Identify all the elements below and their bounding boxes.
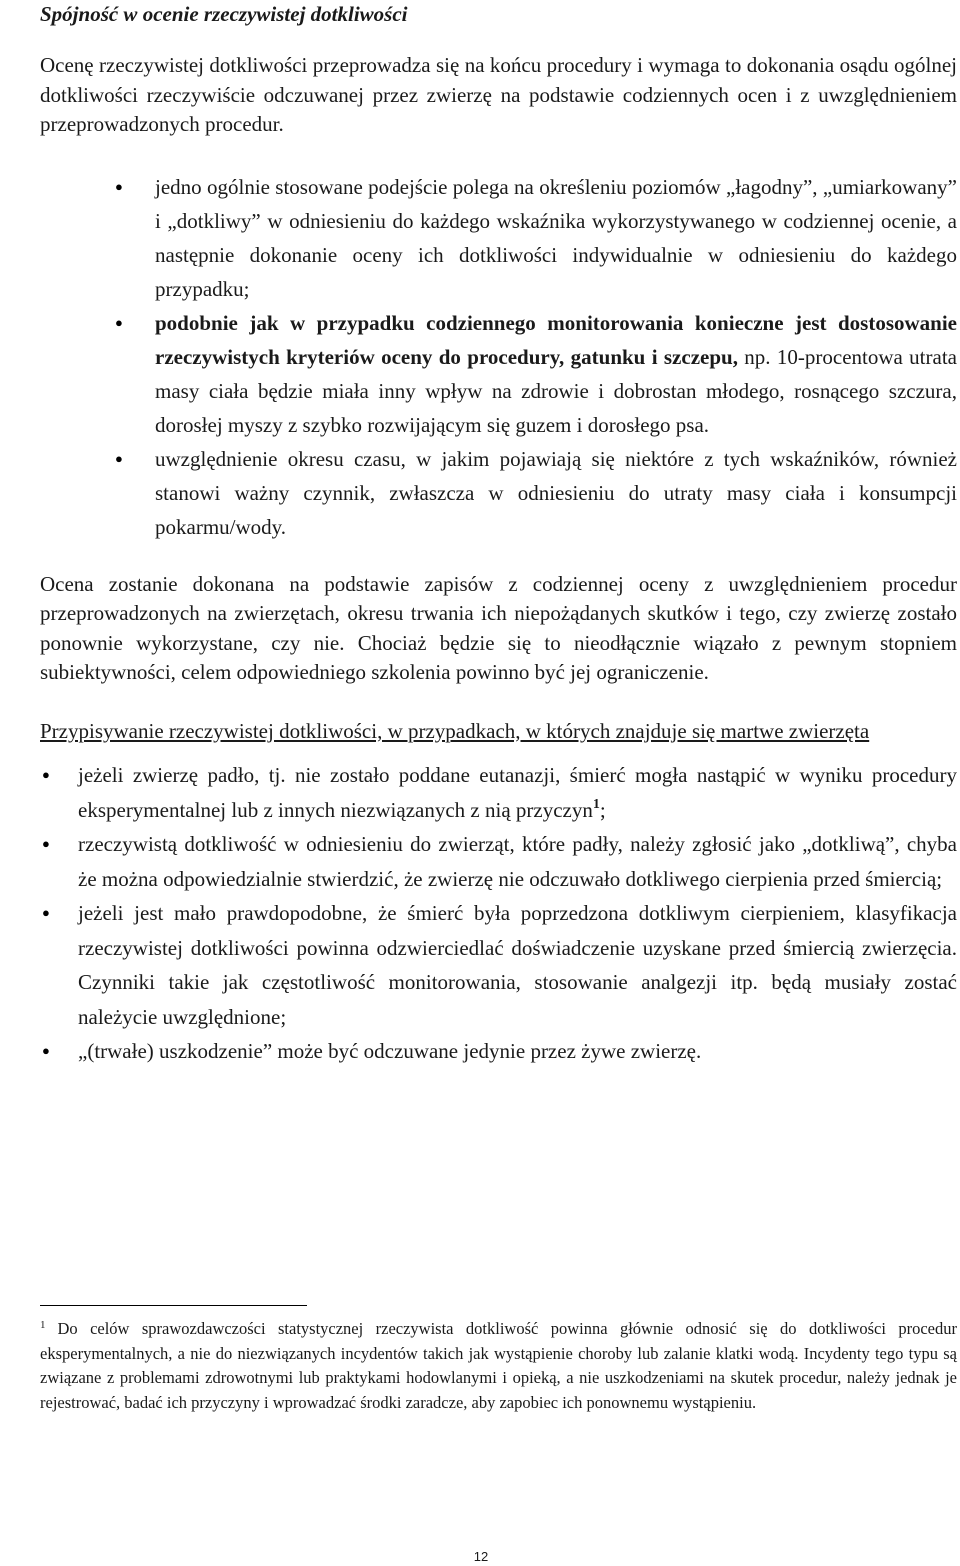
list-item-text: rzeczywistą dotkliwość w odniesieniu do zwierząt, które padły, należy zgłosić jako „dotkliwą”, chyba że można odpowiedzialnie stwierdzić, że zwierzę nie odczuwało dotkliwego cierpienia przed śmiercią; bbox=[78, 832, 957, 891]
page-number: 12 bbox=[473, 1549, 489, 1564]
bullet-icon: ● bbox=[115, 178, 123, 194]
list-item bbox=[42, 758, 957, 827]
footnote-reference[interactable]: 1 bbox=[592, 796, 600, 812]
list-item-text: „(trwałe) uszkodzenie” może być odczuwane jedynie przez żywe zwierzę. bbox=[78, 1039, 702, 1063]
assessment-approach-list bbox=[115, 170, 957, 544]
document-page bbox=[40, 0, 957, 1564]
list-item bbox=[115, 170, 957, 306]
outcome-paragraph: Ocena zostanie dokonana na podstawie zapisów z codziennej oceny z uwzględnieniem procedur przeprowadzonych na zwierzętach, okresu trwania ich niepożądanych skutków i tego, czy zwierzę zostało ponownie wykorzystane, czy nie. Chociaż będzie się to nieodłącznie wiązało z pewnym stopniem subiektywności, celem odpowiedniego szkolenia powinno być jej ograniczenie. bbox=[40, 571, 957, 684]
bullet-icon: ● bbox=[115, 314, 123, 330]
bullet-icon: ● bbox=[42, 767, 50, 782]
footnote-marker: 1 bbox=[40, 1319, 46, 1331]
subsection-heading bbox=[40, 715, 957, 749]
bullet-icon: ● bbox=[42, 1043, 50, 1058]
list-item-text: uwzględnienie okresu czasu, w jakim pojawiają się niektóre z tych wskaźników, również stanowi ważny czynnik, zwłaszcza w odniesieniu do utraty masy ciała i konsumpcji pokarmu/wody. bbox=[155, 446, 957, 539]
bullet-icon: ● bbox=[42, 836, 50, 851]
section-heading: Spójność w ocenie rzeczywistej dotkliwości bbox=[40, 2, 408, 26]
list-item-bold-text: podobnie jak w przypadku codziennego monitorowania konieczne jest dostosowanie rzeczywistych kryteriów oceny do procedury, gatunku i szczepu, bbox=[155, 310, 957, 369]
subsection-heading-text: Przypisywanie rzeczywistej dotkliwości, w przypadkach, w których znajduje się martwe zwierzęta bbox=[40, 718, 870, 743]
list-item-text: np. 10-procentowa utrata masy ciała będzie miała inny wpływ na zdrowie i dobrostan młodego, rosnącego szczura, dorosłej myszy z szybko rozwijającym się guzem i dorosłego psa. bbox=[155, 344, 957, 437]
footnote-text: Do celów sprawozdawczości statystycznej rzeczywista dotkliwość powinna głównie odnosić się do dotkliwości procedur eksperymentalnych, a nie do niezwiązanych incydentów takich jak wystąpienie choroby lub zalanie klatki wodą. Incydenty tego typu są związane z problemami zdrowotnymi lub praktykami hodowlanymi i opieką, a nie uszkodzeniami na skutek procedur, należy jednak je rejestrować, badać ich przyczyny i wprowadzać środki zaradcze, aby zapobiec ich ponownemu wystąpieniu. bbox=[40, 1319, 957, 1412]
list-item-text: jeżeli zwierzę padło, tj. nie zostało poddane eutanazji, śmierć mogła nastąpić w wyniku procedury eksperymentalnej lub z innych niezwiązanych z nią przyczyn bbox=[78, 763, 957, 822]
list-item-text: jeżeli jest mało prawdopodobne, że śmierć była poprzedzona dotkliwym cierpieniem, klasyfikacja rzeczywistej dotkliwości powinna odzwierciedlać doświadczenie uzyskane przed śmiercią zwierzęcia. Czynniki takie jak częstotliwość monitorowania, stosowanie analgezji itp. będą musiały zostać należycie uwzględnione; bbox=[78, 901, 957, 1029]
list-item bbox=[42, 896, 957, 1034]
list-item-text: jedno ogólnie stosowane podejście polega na określeniu poziomów „łagodny”, „umiarkowany” i „dotkliwy” w odniesieniu do każdego wskaźnika wykorzystywanego w codziennej ocenie, a następnie dokonanie oceny ich dotkliwości indywidualnie w odniesieniu do każdego przypadku; bbox=[155, 174, 957, 301]
dead-animals-list bbox=[42, 758, 957, 1069]
footnote bbox=[40, 1317, 957, 1415]
list-item bbox=[115, 442, 957, 544]
list-item bbox=[42, 1034, 957, 1069]
footnote-separator bbox=[40, 1305, 307, 1306]
bullet-icon: ● bbox=[115, 450, 123, 466]
list-item bbox=[115, 306, 957, 442]
list-item bbox=[42, 827, 957, 896]
bullet-icon: ● bbox=[42, 905, 50, 920]
intro-paragraph: Ocenę rzeczywistej dotkliwości przeprowadza się na końcu procedury i wymaga to dokonania osądu ogólnej dotkliwości rzeczywiście odczuwanej przez zwierzę na podstawie codziennych ocen i z uwzględnieniem przeprowadzonych procedur. bbox=[40, 53, 957, 136]
list-item-punctuation: ; bbox=[599, 797, 606, 822]
